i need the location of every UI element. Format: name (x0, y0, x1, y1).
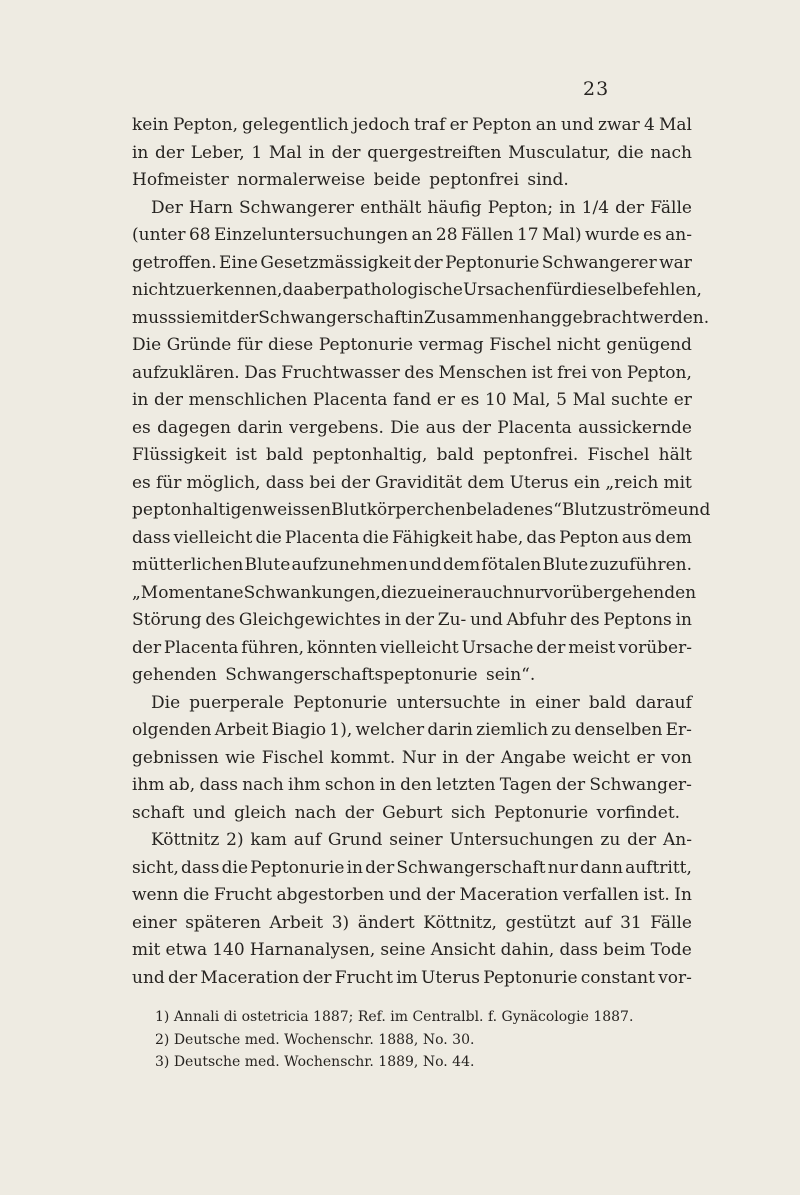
text-line: kein Pepton, gelegentlich jedoch traf er Pepton an und zwar 4 Mal (132, 115, 692, 135)
footnote: 2) Deutsche med. Wochenschr. 1888, No. 30. (155, 1031, 475, 1048)
text-line: wenn die Frucht abgestorben und der Maceration verfallen ist. In (132, 885, 692, 905)
text-line: aufzuklären. Das Fruchtwasser des Menschen ist frei von Pepton, (132, 362, 692, 383)
footnote: 3) Deutsche med. Wochenschr. 1889, No. 44. (155, 1054, 475, 1070)
text-line: dass vielleicht die Placenta die Fähigkeit habe, das Pepton aus dem (132, 527, 692, 548)
text-line: es dagegen darin vergebens. Die aus der Placenta aussickernde (132, 417, 692, 438)
text-line: und der Maceration der Frucht im Uterus Peptonurie constant vor- (132, 967, 692, 988)
text-line: in der menschlichen Placenta fand er es 10 Mal, 5 Mal suchte er (132, 390, 692, 410)
text-line: schaft und gleich nach der Geburt sich Peptonurie vorfindet. (132, 802, 681, 823)
text-line: gehenden Schwangerschaftspeptonurie sein“. (132, 665, 536, 685)
text-line: einer späteren Arbeit 3) ändert Köttnitz, gestützt auf 31 Fälle (132, 912, 692, 933)
text-line: Köttnitz 2) kam auf Grund seiner Untersuchungen zu der An- (151, 830, 692, 850)
text-line: sicht, dass die Peptonurie in der Schwangerschaft nur dann auftritt, (132, 857, 692, 878)
text-line: Störung des Gleichgewichtes in der Zu- und Abfuhr des Peptons in (132, 610, 692, 630)
text-line: der Placenta führen, könnten vielleicht Ursache der meist vorüber- (132, 637, 692, 658)
text-line: Hofmeister normalerweise beide peptonfrei sind. (132, 170, 569, 190)
text-line: peptonhaltigen weissen Blutkörperchen beladenes“ Blut zuströme und (132, 500, 711, 520)
text-line: muss sie mit der Schwangerschaft in Zusammenhang gebracht werden. (132, 307, 710, 328)
footnotes (155, 1006, 695, 1074)
text-line: in der Leber, 1 Mal in der quergestreiften Musculatur, die nach (132, 142, 692, 163)
text-line: olgenden Arbeit Biagio 1), welcher darin ziemlich zu denselben Er- (132, 720, 692, 740)
text-line: nicht zu erkennen, da aber pathologische Ursachen für dieselbe fehlen, (132, 280, 702, 300)
text-line: es für möglich, dass bei der Gravidität dem Uterus ein „reich mit (132, 472, 692, 493)
page-number: 23 (583, 78, 610, 100)
text-line: Die puerperale Peptonurie untersuchte in einer bald darauf (151, 692, 692, 713)
text-line: mit etwa 140 Harnanalysen, seine Ansicht dahin, dass beim Tode (132, 940, 692, 960)
text-line: ihm ab, dass nach ihm schon in den letzten Tagen der Schwanger- (132, 775, 692, 795)
text-line: (unter 68 Einzeluntersuchungen an 28 Fällen 17 Mal) wurde es an- (132, 225, 692, 245)
text-line: gebnissen wie Fischel kommt. Nur in der Angabe weicht er von (132, 747, 692, 768)
text-line: Der Harn Schwangerer enthält häufig Pepton; in 1/4 der Fälle (151, 197, 692, 218)
text-line: Flüssigkeit ist bald peptonhaltig, bald peptonfrei. Fischel hält (132, 445, 692, 465)
body-text (132, 112, 711, 992)
text-line: mütterlichen Blute aufzunehmen und dem fötalen Blute zuzuführen. (132, 555, 692, 575)
footnote: 1) Annali di ostetricia 1887; Ref. im Centralbl. f. Gynäcologie 1887. (155, 1009, 634, 1025)
text-line: getroffen. Eine Gesetzmässigkeit der Peptonurie Schwangerer war (132, 252, 692, 273)
text-line: „Momentane Schwankungen, die zu einer auch nur vorübergehenden (132, 582, 697, 603)
text-line: Die Gründe für diese Peptonurie vermag Fischel nicht genügend (132, 335, 692, 355)
